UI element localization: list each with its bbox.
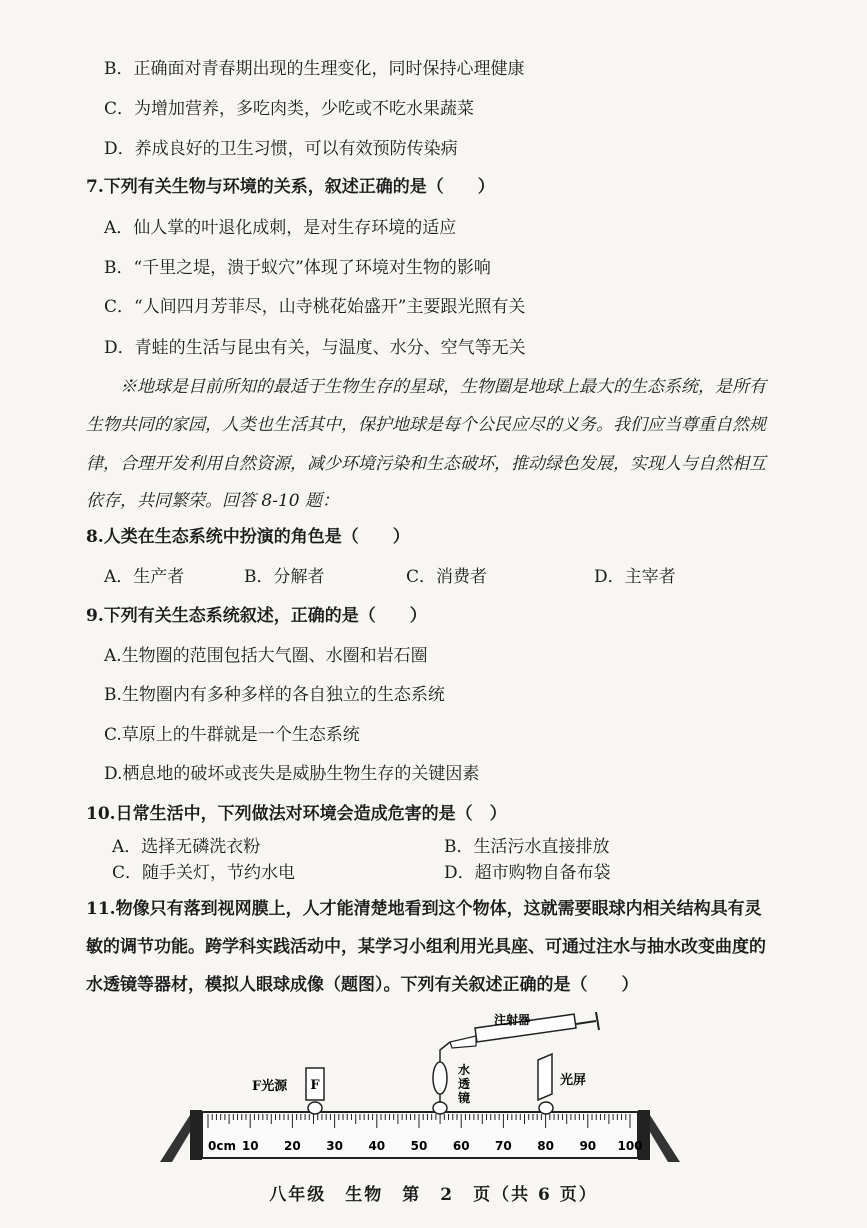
- ruler-tick-label: 80: [537, 1139, 554, 1153]
- ruler-tick-label: 20: [284, 1139, 301, 1153]
- water-lens-label-1: 水: [458, 1063, 471, 1077]
- q11-line-2: 敏的调节功能。跨学科实践活动中，某学习小组利用光具座、可通过注水与抽水改变曲度的: [86, 937, 766, 957]
- q8-option-a: A．生产者: [104, 567, 185, 587]
- optical-bench-figure: [150, 1010, 690, 1170]
- water-lens-label-2: 透: [458, 1077, 471, 1091]
- passage-line-3: 律，合理开发利用自然资源，减少环境污染和生态破坏，推动绿色发展，实现人与自然相互: [86, 454, 766, 474]
- q8-option-b: B．分解者: [244, 567, 325, 587]
- q10-option-c: C．随手关灯，节约水电: [112, 863, 296, 883]
- water-lens-label-3: 镜: [458, 1091, 471, 1105]
- light-screen-label: 光屏: [560, 1073, 587, 1088]
- ruler-tick-label: 60: [452, 1139, 470, 1153]
- q10-option-d: D．超市购物自备布袋: [444, 863, 611, 883]
- q7-option-b: B．“千里之堤，溃于蚁穴”体现了环境对生物的影响: [104, 258, 491, 278]
- ruler-tick-label: 70: [495, 1139, 512, 1153]
- q6-option-c: C．为增加营养，多吃肉类，少吃或不吃水果蔬菜: [104, 99, 475, 119]
- q7-option-d: D．青蛙的生活与昆虫有关，与温度、水分、空气等无关: [104, 338, 526, 358]
- q6-option-b: B．正确面对青春期出现的生理变化，同时保持心理健康: [104, 59, 525, 79]
- syringe-label: 注射器: [494, 1013, 531, 1027]
- scale-unit-label: 0cm: [208, 1139, 236, 1153]
- ruler-tick-label: 40: [368, 1139, 386, 1153]
- q9-option-c: C.草原上的牛群就是一个生态系统: [104, 725, 360, 745]
- light-screen: [538, 1054, 553, 1114]
- light-source-letter: F: [310, 1078, 320, 1093]
- ruler-tick-label: 30: [326, 1139, 343, 1153]
- q9-option-d: D.栖息地的破坏或丧失是威胁生物生存的关键因素: [104, 764, 480, 784]
- passage-line-2: 生物共同的家园，人类也生活其中，保护地球是每个公民应尽的义务。我们应当尊重自然规: [86, 415, 766, 435]
- q8-option-d: D．主宰者: [594, 567, 676, 587]
- q10-option-b: B．生活污水直接排放: [444, 837, 610, 857]
- q10-stem: 10.日常生活中，下列做法对环境会造成危害的是（ ）: [86, 804, 507, 824]
- q9-option-a: A.生物圈的范围包括大气圈、水圈和岩石圈: [104, 646, 428, 666]
- q11-line-1: 11.物像只有落到视网膜上，人才能清楚地看到这个物体，这就需要眼球内相关结构具有灵: [86, 899, 762, 919]
- water-lens: [433, 1042, 450, 1114]
- ruler-tick-label: 100: [617, 1139, 643, 1153]
- q7-option-c: C．“人间四月芳菲尽，山寺桃花始盛开”主要跟光照有关: [104, 297, 526, 317]
- q7-stem: 7.下列有关生物与环境的关系，叙述正确的是（ ）: [86, 177, 495, 197]
- passage-line-1: ※地球是目前所知的最适于生物生存的星球，生物圈是地球上最大的生态系统，是所有: [120, 377, 766, 397]
- passage-line-4: 依存，共同繁荣。回答 8-10 题：: [86, 491, 339, 511]
- bench-left-post: [190, 1110, 202, 1160]
- q8-option-c: C．消费者: [406, 567, 488, 587]
- q11-line-3: 水透镜等器材，模拟人眼球成像（题图）。下列有关叙述正确的是（ ）: [86, 975, 639, 995]
- ruler-tick-label: 50: [410, 1139, 428, 1153]
- page-footer: 八年级 生物 第 2 页（共 6 页）: [269, 1185, 598, 1205]
- q7-option-a: A．仙人掌的叶退化成刺，是对生存环境的适应: [104, 218, 457, 238]
- q10-option-a: A．选择无磷洗衣粉: [112, 837, 261, 857]
- q9-option-b: B.生物圈内有多种多样的各自独立的生态系统: [104, 685, 445, 705]
- q8-stem: 8.人类在生态系统中扮演的角色是（ ）: [86, 527, 410, 547]
- ruler-tick-label: 90: [579, 1139, 597, 1153]
- ruler-tick-label: 10: [241, 1139, 259, 1153]
- light-source-label: F光源: [252, 1079, 288, 1094]
- q6-option-d: D．养成良好的卫生习惯，可以有效预防传染病: [104, 139, 458, 159]
- q9-stem: 9.下列有关生态系统叙述，正确的是（ ）: [86, 606, 427, 626]
- light-source: [306, 1068, 324, 1114]
